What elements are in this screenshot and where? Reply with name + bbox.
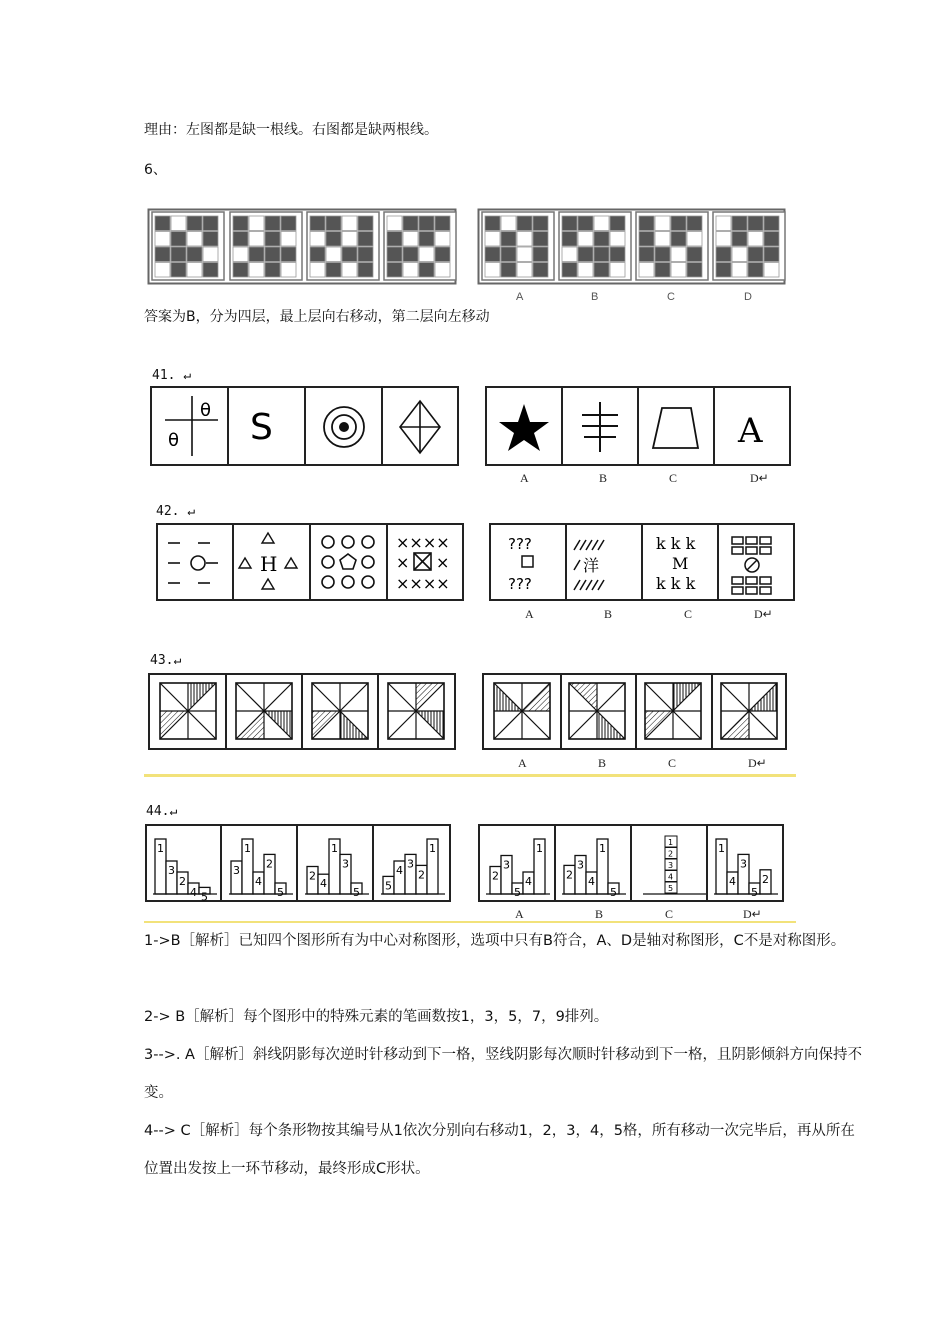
q42-option-a: A [525, 607, 534, 621]
grid-blocks-icon [732, 537, 771, 594]
question-marks: ??? [508, 575, 532, 593]
boxed-cross-icon [414, 553, 431, 570]
svg-text:4: 4 [729, 875, 736, 888]
answer-1: 1->B［解析］已知四个图形所有为中心对称图形，选项中只有B符合，A、D是轴对称图形，C不是对称图形。 [144, 933, 846, 949]
question-6-label: 6、 [144, 162, 167, 178]
k-letters: k k k [656, 574, 696, 593]
bar-figure [153, 839, 217, 903]
star-split-square [645, 683, 701, 739]
svg-text:5: 5 [751, 886, 758, 899]
q44-option-b: B [595, 907, 604, 921]
svg-text:2: 2 [179, 875, 186, 888]
block [732, 587, 743, 594]
q6-answer-text: 答案为B，分为四层，最上层向右移动，第二层向左移动 [144, 309, 490, 325]
svg-text:2: 2 [266, 857, 273, 871]
svg-text:1: 1 [429, 842, 436, 855]
block [732, 537, 743, 544]
small-square-icon [522, 556, 533, 567]
svg-text:1: 1 [157, 842, 164, 855]
star-split-square [569, 683, 625, 739]
q6-option-c: C [667, 291, 675, 303]
block [760, 577, 771, 584]
svg-text:1: 1 [244, 842, 251, 855]
cross-symbol: × [396, 553, 410, 572]
star-split-square [236, 683, 292, 739]
q43-option-a: A [518, 756, 527, 770]
crosses-row: ×××× [396, 533, 450, 552]
checker-grid [152, 212, 224, 280]
star-split-square [160, 683, 216, 739]
block [760, 537, 771, 544]
svg-text:1: 1 [718, 842, 725, 855]
svg-text:1: 1 [668, 838, 674, 847]
cross-symbol: × [436, 553, 450, 572]
star-split-square [388, 683, 444, 739]
q42-figure [156, 523, 816, 623]
question-42-label: 42. ↵ [156, 504, 196, 519]
checker-grid [384, 212, 456, 280]
bar-figure [486, 839, 550, 899]
diamond-icon [400, 401, 440, 453]
svg-text:5: 5 [668, 884, 674, 893]
answer-4: 4--> C［解析］每个条形物按其编号从1依次分别向右移动1，2，3，4，5格，所有移动一次完毕后，再从所在位置出发按上一环节移动，最终形成C形状。 [144, 1123, 855, 1177]
letter-a-symbol: A [738, 411, 763, 451]
yang-character: 洋 [583, 556, 600, 575]
star-split-square [721, 683, 777, 739]
q43-option-d: D↵ [748, 756, 767, 770]
star-split-square [494, 683, 550, 739]
q43-figure [148, 673, 808, 773]
svg-text:1: 1 [536, 842, 543, 855]
crosses-row: ×××× [396, 574, 450, 593]
bar-figure [714, 839, 778, 899]
letter-h-symbol: H [260, 552, 278, 576]
circles-pentagon-icon [322, 536, 374, 588]
star-split-square [312, 683, 368, 739]
svg-text:2: 2 [418, 868, 425, 882]
svg-text:5: 5 [514, 886, 521, 899]
svg-text:4: 4 [255, 875, 262, 888]
q6-figure [148, 207, 788, 307]
svg-text:2: 2 [492, 869, 499, 883]
checker-grid [307, 212, 379, 280]
svg-text:4: 4 [190, 886, 197, 899]
checker-grid [230, 212, 302, 280]
svg-text:1: 1 [331, 842, 338, 855]
k-letters: k k k [656, 534, 696, 553]
q41-figure [150, 386, 810, 486]
checker-grid [636, 212, 708, 280]
svg-text:2: 2 [762, 872, 769, 886]
svg-text:1: 1 [599, 842, 606, 855]
block [746, 537, 757, 544]
svg-text:3: 3 [342, 857, 349, 871]
svg-text:4: 4 [396, 864, 403, 877]
answer-2: 2-> B［解析］每个图形中的特殊元素的笔画数按1，3，5，7，9排列。 [144, 1009, 609, 1025]
checker-grid [482, 212, 554, 280]
block [732, 577, 743, 584]
svg-text:5: 5 [353, 886, 360, 899]
question-marks: ??? [508, 535, 532, 553]
svg-text:2: 2 [309, 869, 316, 883]
svg-text:2: 2 [668, 849, 674, 859]
svg-text:3: 3 [407, 857, 414, 871]
svg-text:3: 3 [233, 864, 240, 877]
svg-text:3: 3 [668, 861, 674, 870]
feng-glyph-icon [582, 402, 618, 452]
question-41-label: 41. ↵ [152, 368, 192, 383]
block [746, 587, 757, 594]
svg-text:4: 4 [588, 875, 595, 888]
svg-text:4: 4 [525, 875, 532, 888]
svg-text:5: 5 [385, 879, 392, 893]
trapezoid-icon [653, 408, 698, 448]
svg-text:3: 3 [168, 864, 175, 877]
q44-option-c: C [665, 907, 674, 921]
svg-text:4: 4 [668, 872, 674, 882]
block [732, 547, 743, 554]
block [746, 547, 757, 554]
slash [747, 560, 757, 570]
block [746, 577, 757, 584]
svg-text:3: 3 [577, 858, 584, 872]
q6-option-b: B [591, 291, 599, 303]
svg-text:4: 4 [320, 877, 327, 891]
q42-option-b: B [604, 607, 613, 621]
bar-figure [562, 839, 626, 899]
question-44-label: 44.↵ [146, 804, 178, 819]
q41-option-a: A [520, 471, 529, 485]
svg-text:5: 5 [277, 886, 284, 899]
bar-figure [381, 839, 445, 894]
theta-symbol: θ [168, 430, 180, 451]
theta-symbol: θ [200, 400, 212, 421]
svg-text:5: 5 [201, 890, 208, 904]
bar-figure [229, 839, 293, 899]
letter-m-symbol: M [672, 554, 689, 573]
q43-option-c: C [668, 756, 677, 770]
svg-text:3: 3 [503, 858, 510, 872]
star-icon [499, 404, 549, 451]
q44-option-d: D↵ [743, 907, 762, 921]
bar-figure [643, 836, 707, 894]
q44-option-a: A [515, 907, 524, 921]
q42-option-c: C [684, 607, 693, 621]
q42-option-d: D↵ [754, 607, 773, 621]
checker-grid [713, 212, 785, 280]
highlight-rule [144, 774, 796, 777]
block [760, 547, 771, 554]
svg-text:5: 5 [610, 886, 617, 899]
question-43-label: 43.↵ [150, 653, 182, 668]
dash-circle-icon [168, 543, 218, 583]
q6-option-a: A [516, 291, 524, 303]
reason-text: 理由：左图都是缺一根线。右图都是缺两根线。 [144, 122, 438, 138]
svg-text:3: 3 [740, 857, 747, 871]
checker-grid [559, 212, 631, 280]
q41-option-d: D↵ [750, 471, 769, 485]
svg-text:2: 2 [566, 868, 573, 882]
q43-option-b: B [598, 756, 607, 770]
block [760, 587, 771, 594]
bar-figure [305, 839, 369, 899]
q6-option-d: D [744, 291, 752, 303]
letter-s-symbol: S [250, 407, 273, 448]
answer-3: 3-->. A［解析］斜线阴影每次逆时针移动到下一格，竖线阴影每次顺时针移动到下一格，且阴影倾斜方向保持不变。 [144, 1047, 862, 1101]
q44-figure [145, 824, 805, 924]
q41-option-c: C [669, 471, 678, 485]
q41-option-b: B [599, 471, 608, 485]
